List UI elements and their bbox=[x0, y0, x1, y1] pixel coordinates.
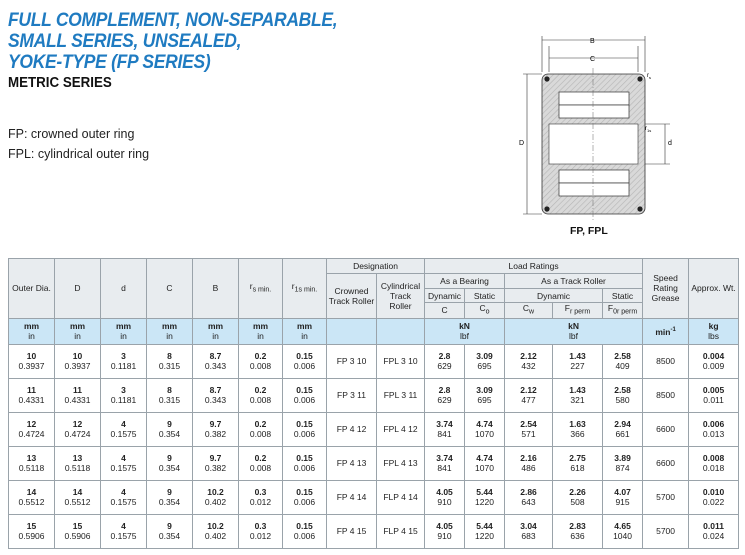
col-roller-dynamic: Dynamic bbox=[505, 289, 603, 303]
cell-for: 2.94 661 bbox=[603, 412, 643, 446]
cell-crowned: FP 4 13 bbox=[327, 446, 377, 480]
cell-wt: 0.004 0.009 bbox=[689, 344, 739, 378]
cell-co: 4.74 1070 bbox=[465, 412, 505, 446]
cell-speed: 6600 bbox=[643, 446, 689, 480]
cell-C: 9 0.354 bbox=[147, 514, 193, 548]
cell-B: 8.7 0.343 bbox=[193, 378, 239, 412]
cell-cyl: FPL 3 10 bbox=[377, 344, 425, 378]
dim-label-B: B bbox=[590, 38, 595, 45]
cell-for: 3.89 874 bbox=[603, 446, 643, 480]
cell-cw: 3.04 683 bbox=[505, 514, 553, 548]
col-bearing-dynamic: Dynamic bbox=[425, 289, 465, 303]
note-fpl: FPL: cylindrical outer ring bbox=[8, 147, 150, 161]
cell-speed: 5700 bbox=[643, 480, 689, 514]
cell-r1s: 0.15 0.006 bbox=[283, 344, 327, 378]
cell-c: 4.05 910 bbox=[425, 480, 465, 514]
cell-cw: 2.54 571 bbox=[505, 412, 553, 446]
cell-r1s: 0.15 0.006 bbox=[283, 412, 327, 446]
cell-cyl: FPL 4 13 bbox=[377, 446, 425, 480]
col-r1s-min: $r_{1s min.}$ bbox=[283, 259, 327, 319]
cell-for: 4.07 915 bbox=[603, 480, 643, 514]
col-co: $C_o$ bbox=[465, 303, 505, 319]
cell-speed: 8500 bbox=[643, 378, 689, 412]
cell-outer: 10 0.3937 bbox=[9, 344, 55, 378]
diagram-caption: FP, FPL bbox=[570, 225, 608, 237]
catalog-title-line-2: SMALL SERIES, UNSEALED, bbox=[8, 31, 242, 52]
unit-mm-in: mm in bbox=[9, 318, 55, 344]
unit-blank bbox=[377, 318, 425, 344]
unit-mm-in: mm in bbox=[55, 318, 101, 344]
cell-D: 12 0.4724 bbox=[55, 412, 101, 446]
cell-outer: 12 0.4724 bbox=[9, 412, 55, 446]
cell-rs: 0.2 0.008 bbox=[239, 412, 283, 446]
cell-C: 9 0.354 bbox=[147, 446, 193, 480]
cell-outer: 11 0.4331 bbox=[9, 378, 55, 412]
type-notes bbox=[8, 124, 149, 164]
dim-label-C: C bbox=[590, 56, 596, 63]
cell-wt: 0.010 0.022 bbox=[689, 480, 739, 514]
cell-outer: 13 0.5118 bbox=[9, 446, 55, 480]
cell-C: 8 0.315 bbox=[147, 378, 193, 412]
cell-crowned: FP 4 15 bbox=[327, 514, 377, 548]
col-roller-static: Static bbox=[603, 289, 643, 303]
cell-d: 4 0.1575 bbox=[101, 514, 147, 548]
bearing-spec-table bbox=[8, 258, 739, 549]
cell-speed: 8500 bbox=[643, 344, 689, 378]
cell-D: 10 0.3937 bbox=[55, 344, 101, 378]
cell-cw: 2.86 643 bbox=[505, 480, 553, 514]
unit-mm-in: mm in bbox=[193, 318, 239, 344]
catalog-title-line-1: FULL COMPLEMENT, NON-SEPARABLE, bbox=[8, 10, 338, 31]
col-speed-rating: Speed Rating Grease bbox=[643, 259, 689, 319]
cell-r1s: 0.15 0.006 bbox=[283, 446, 327, 480]
cell-wt: 0.005 0.011 bbox=[689, 378, 739, 412]
col-load-ratings: Load Ratings bbox=[425, 259, 643, 274]
col-cylindrical: Cylindrical Track Roller bbox=[377, 274, 425, 319]
cell-c: 4.05 910 bbox=[425, 514, 465, 548]
cell-B: 10.2 0.402 bbox=[193, 480, 239, 514]
unit-rpm: $\min^{-1}$ bbox=[643, 318, 689, 344]
cell-rs: 0.2 0.008 bbox=[239, 344, 283, 378]
catalog-subtitle: METRIC SERIES bbox=[8, 75, 112, 91]
cell-cw: 2.16 486 bbox=[505, 446, 553, 480]
cell-co: 4.74 1070 bbox=[465, 446, 505, 480]
cell-crowned: FP 3 11 bbox=[327, 378, 377, 412]
note-fp: FP: crowned outer ring bbox=[8, 127, 135, 141]
cell-co: 5.44 1220 bbox=[465, 480, 505, 514]
cell-D: 14 0.5512 bbox=[55, 480, 101, 514]
cell-co: 3.09 695 bbox=[465, 378, 505, 412]
table-row bbox=[9, 412, 739, 446]
cell-d: 4 0.1575 bbox=[101, 480, 147, 514]
cell-r1s: 0.15 0.006 bbox=[283, 378, 327, 412]
cell-c: 2.8 629 bbox=[425, 344, 465, 378]
cell-B: 9.7 0.382 bbox=[193, 446, 239, 480]
table-row bbox=[9, 378, 739, 412]
cell-c: 2.8 629 bbox=[425, 378, 465, 412]
cell-for: 4.65 1040 bbox=[603, 514, 643, 548]
cell-cw: 2.12 432 bbox=[505, 344, 553, 378]
cell-B: 9.7 0.382 bbox=[193, 412, 239, 446]
catalog-title-line-3: YOKE-TYPE (FP SERIES) bbox=[8, 52, 211, 73]
cell-cyl: FPL 4 12 bbox=[377, 412, 425, 446]
cell-co: 5.44 1220 bbox=[465, 514, 505, 548]
cell-co: 3.09 695 bbox=[465, 344, 505, 378]
cell-fr: 2.26 508 bbox=[553, 480, 603, 514]
cell-wt: 0.011 0.024 bbox=[689, 514, 739, 548]
unit-mm-in: mm in bbox=[147, 318, 193, 344]
cell-cw: 2.12 477 bbox=[505, 378, 553, 412]
cell-fr: 1.43 321 bbox=[553, 378, 603, 412]
col-cw: $C_w$ bbox=[505, 303, 553, 319]
cell-D: 15 0.5906 bbox=[55, 514, 101, 548]
cell-B: 8.7 0.343 bbox=[193, 344, 239, 378]
cell-outer: 14 0.5512 bbox=[9, 480, 55, 514]
cell-c: 3.74 841 bbox=[425, 446, 465, 480]
col-as-bearing: As a Bearing bbox=[425, 274, 505, 289]
unit-kn-lbf-bearing: kN lbf bbox=[425, 318, 505, 344]
col-rs-min: $r_{s min.}$ bbox=[239, 259, 283, 319]
cell-for: 2.58 409 bbox=[603, 344, 643, 378]
cell-cyl: FPL 3 11 bbox=[377, 378, 425, 412]
table-row bbox=[9, 446, 739, 480]
unit-blank bbox=[327, 318, 377, 344]
cell-d: 3 0.1181 bbox=[101, 344, 147, 378]
col-approx-wt: Approx. Wt. bbox=[689, 259, 739, 319]
cell-outer: 15 0.5906 bbox=[9, 514, 55, 548]
unit-kn-lbf-roller: kN lbf bbox=[505, 318, 643, 344]
col-outer-dia: Outer Dia. bbox=[9, 259, 55, 319]
table-row bbox=[9, 344, 739, 378]
unit-kg-lbs: kg lbs bbox=[689, 318, 739, 344]
dim-label-d: d bbox=[668, 140, 672, 147]
col-C: C bbox=[147, 259, 193, 319]
cell-B: 10.2 0.402 bbox=[193, 514, 239, 548]
dim-label-r1s: $r_{1s}$ bbox=[645, 126, 652, 133]
col-for-perm: $F_{0r perm}$ bbox=[603, 303, 643, 319]
table-row bbox=[9, 480, 739, 514]
dim-label-D: D bbox=[519, 140, 525, 147]
cell-crowned: FP 4 12 bbox=[327, 412, 377, 446]
cell-d: 4 0.1575 bbox=[101, 412, 147, 446]
cell-d: 3 0.1181 bbox=[101, 378, 147, 412]
col-as-track-roller: As a Track Roller bbox=[505, 274, 643, 289]
cell-C: 8 0.315 bbox=[147, 344, 193, 378]
cell-fr: 2.83 636 bbox=[553, 514, 603, 548]
cell-rs: 0.3 0.012 bbox=[239, 480, 283, 514]
col-bearing-static: Static bbox=[465, 289, 505, 303]
cell-D: 11 0.4331 bbox=[55, 378, 101, 412]
cell-rs: 0.2 0.008 bbox=[239, 446, 283, 480]
cell-rs: 0.2 0.008 bbox=[239, 378, 283, 412]
unit-mm-in: mm in bbox=[101, 318, 147, 344]
table-row bbox=[9, 514, 739, 548]
cell-rs: 0.3 0.012 bbox=[239, 514, 283, 548]
cell-fr: 1.43 227 bbox=[553, 344, 603, 378]
cell-c: 3.74 841 bbox=[425, 412, 465, 446]
cell-r1s: 0.15 0.006 bbox=[283, 514, 327, 548]
cell-wt: 0.008 0.018 bbox=[689, 446, 739, 480]
col-fr-perm: $F_{r perm}$ bbox=[553, 303, 603, 319]
cell-speed: 5700 bbox=[643, 514, 689, 548]
col-d: d bbox=[101, 259, 147, 319]
units-row bbox=[9, 318, 739, 344]
unit-mm-in: mm in bbox=[239, 318, 283, 344]
cell-speed: 6600 bbox=[643, 412, 689, 446]
cell-wt: 0.006 0.013 bbox=[689, 412, 739, 446]
cell-r1s: 0.15 0.006 bbox=[283, 480, 327, 514]
cell-for: 2.58 580 bbox=[603, 378, 643, 412]
unit-mm-in: mm in bbox=[283, 318, 327, 344]
col-crowned: Crowned Track Roller bbox=[327, 274, 377, 319]
dim-label-rs: $r_s$ bbox=[647, 73, 651, 80]
col-B: B bbox=[193, 259, 239, 319]
col-designation: Designation bbox=[327, 259, 425, 274]
cell-C: 9 0.354 bbox=[147, 480, 193, 514]
cell-D: 13 0.5118 bbox=[55, 446, 101, 480]
bearing-cross-section-diagram bbox=[505, 32, 680, 232]
cell-cyl: FLP 4 15 bbox=[377, 514, 425, 548]
col-D: D bbox=[55, 259, 101, 319]
cell-fr: 2.75 618 bbox=[553, 446, 603, 480]
cell-C: 9 0.354 bbox=[147, 412, 193, 446]
cell-crowned: FP 4 14 bbox=[327, 480, 377, 514]
cell-d: 4 0.1575 bbox=[101, 446, 147, 480]
cell-cyl: FLP 4 14 bbox=[377, 480, 425, 514]
cell-fr: 1.63 366 bbox=[553, 412, 603, 446]
col-c: C bbox=[425, 303, 465, 319]
catalog-title-block bbox=[8, 10, 368, 92]
cell-crowned: FP 3 10 bbox=[327, 344, 377, 378]
